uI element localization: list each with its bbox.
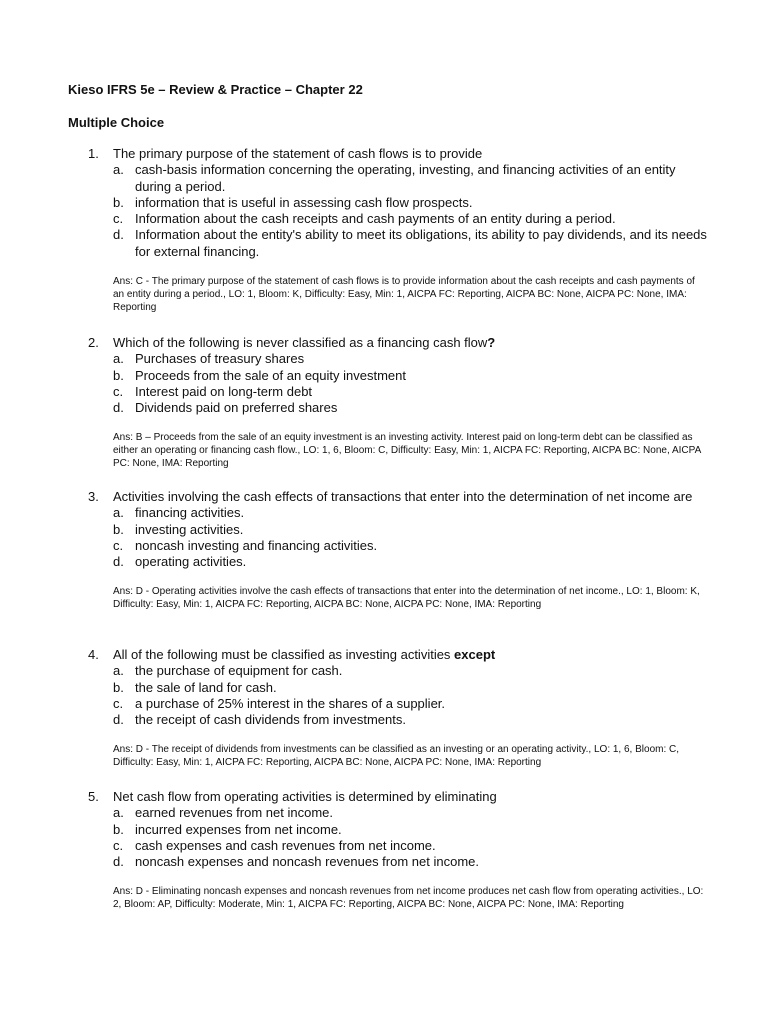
section-heading: Multiple Choice: [68, 115, 165, 130]
option-letter: b.: [113, 521, 124, 537]
option-text: noncash investing and financing activities.: [135, 537, 378, 553]
option-d: [88, 712, 708, 728]
option-letter: c.: [113, 211, 124, 227]
answer-explanation: Ans: D - Eliminating noncash expenses and noncash revenues from net income produces net cash flow from operating activities., LO: 2, Bloom: AP, Difficulty: Moderate, Min: 1, AICPA FC: Reporting, AICPA BC: None, AICPA PC: None, IMA: Reporting: [113, 886, 704, 911]
option-a: [88, 351, 708, 367]
question-1: [88, 146, 708, 315]
option-letter: d.: [113, 712, 124, 728]
option-list: [88, 505, 708, 570]
option-text: Purchases of treasury shares: [135, 351, 305, 367]
option-text: earned revenues from net income.: [135, 805, 333, 821]
option-text: Information about the entity's ability to meet its obligations, its ability to pay dividends, and its needs for external financing.: [135, 227, 707, 259]
option-letter: c.: [113, 537, 124, 553]
question-text: Activities involving the cash effects of transactions that enter into the determination of net income are: [113, 489, 693, 504]
option-text: incurred expenses from net income.: [135, 821, 342, 837]
option-text: financing activities.: [135, 505, 245, 521]
question-text: Which of the following is never classified as a financing cash flow: [113, 335, 488, 350]
option-letter: a.: [113, 663, 124, 679]
option-c: [88, 838, 708, 854]
option-list: [88, 351, 708, 416]
option-letter: c.: [113, 695, 124, 711]
option-text: the purchase of equipment for cash.: [135, 663, 343, 679]
option-letter: a.: [113, 805, 124, 821]
question-2: [88, 335, 708, 471]
question-stem: [88, 146, 708, 162]
option-c: [88, 538, 708, 554]
option-text: cash expenses and cash revenues from net income.: [135, 837, 436, 853]
answer-explanation: Ans: D - The receipt of dividends from investments can be classified as an investing or an operating activity., LO: 1, 6, Bloom: C, Difficulty: Easy, Min: 1, AICPA FC: Reporting, AICPA BC: None, AICPA PC: None, IMA: Reporting: [113, 744, 680, 769]
option-letter: c.: [113, 383, 124, 399]
option-b: [88, 522, 708, 538]
option-b: [88, 368, 708, 384]
option-b: [88, 195, 708, 211]
option-letter: b.: [113, 821, 124, 837]
option-letter: b.: [113, 367, 124, 383]
option-letter: a.: [113, 351, 124, 367]
option-letter: d.: [113, 227, 124, 243]
option-text: investing activities.: [135, 521, 244, 537]
option-list: [88, 805, 708, 870]
question-number: 4.: [88, 647, 99, 662]
question-number: 2.: [88, 335, 99, 350]
question-text-emphasis: ?: [487, 335, 496, 350]
option-a: [88, 805, 708, 821]
question-5: [88, 789, 708, 912]
option-text: a purchase of 25% interest in the shares of a supplier.: [135, 695, 446, 711]
option-text: operating activities.: [135, 554, 247, 570]
option-text: the receipt of cash dividends from investments.: [135, 712, 406, 728]
option-text: information that is useful in assessing cash flow prospects.: [135, 194, 473, 210]
option-a: [88, 162, 708, 195]
option-letter: b.: [113, 194, 124, 210]
option-b: [88, 680, 708, 696]
option-letter: d.: [113, 554, 124, 570]
option-text: Dividends paid on preferred shares: [135, 400, 338, 416]
option-list: [88, 663, 708, 728]
question-stem: [88, 789, 708, 805]
option-d: [88, 227, 708, 260]
option-text: cash-basis information concerning the operating, investing, and financing activities of an entity during a period.: [135, 162, 676, 194]
option-text: noncash expenses and noncash revenues from net income.: [135, 854, 479, 870]
option-c: [88, 696, 708, 712]
option-c: [88, 384, 708, 400]
option-letter: a.: [113, 505, 124, 521]
option-letter: a.: [113, 162, 124, 178]
option-text: Information about the cash receipts and cash payments of an entity during a period.: [135, 211, 616, 227]
question-text: Net cash flow from operating activities is determined by eliminating: [113, 789, 497, 804]
document-title: Kieso IFRS 5e – Review & Practice – Chapter 22: [68, 82, 363, 97]
option-a: [88, 505, 708, 521]
question-number: 1.: [88, 146, 99, 161]
question-text: The primary purpose of the statement of cash flows is to provide: [113, 146, 483, 161]
question-4: [88, 647, 708, 770]
question-stem: [88, 647, 708, 663]
question-text: All of the following must be classified as investing activities: [113, 647, 455, 662]
question-stem: [88, 335, 708, 351]
option-list: [88, 162, 708, 260]
option-text: Interest paid on long-term debt: [135, 383, 313, 399]
answer-explanation: Ans: D - Operating activities involve the cash effects of transactions that enter into the determination of net income., LO: 1, Bloom: K, Difficulty: Easy, Min: 1, AICPA FC: Reporting, AICPA BC: None, AICPA PC: None, IMA: Reporting: [113, 586, 700, 611]
option-letter: d.: [113, 854, 124, 870]
question-text-emphasis: except: [454, 647, 496, 662]
option-text: Proceeds from the sale of an equity investment: [135, 367, 406, 383]
option-d: [88, 854, 708, 870]
option-d: [88, 554, 708, 570]
question-3: [88, 489, 708, 612]
option-letter: d.: [113, 400, 124, 416]
question-stem: [88, 489, 708, 505]
answer-explanation: Ans: C - The primary purpose of the statement of cash flows is to provide information about the cash receipts and cash payments of an entity during a period., LO: 1, Bloom: K, Difficulty: Easy, Min: 1, AICPA FC: Reporting, AICPA BC: None, AICPA PC: None, IMA: Reporting: [113, 276, 695, 313]
option-b: [88, 822, 708, 838]
option-a: [88, 663, 708, 679]
option-letter: c.: [113, 837, 124, 853]
option-d: [88, 400, 708, 416]
question-number: 5.: [88, 789, 99, 804]
answer-explanation: Ans: B – Proceeds from the sale of an equity investment is an investing activity. Interest paid on long-term debt can be classified as either an operating or financing cash flow., LO: 1, 6, Bloom: C, Difficulty: Easy, Min: 1, AICPA FC: Reporting, AICPA BC: None, AICPA PC: None, IMA: Reporting: [113, 432, 701, 470]
question-number: 3.: [88, 489, 99, 504]
option-c: [88, 211, 708, 227]
option-text: the sale of land for cash.: [135, 679, 277, 695]
option-letter: b.: [113, 679, 124, 695]
